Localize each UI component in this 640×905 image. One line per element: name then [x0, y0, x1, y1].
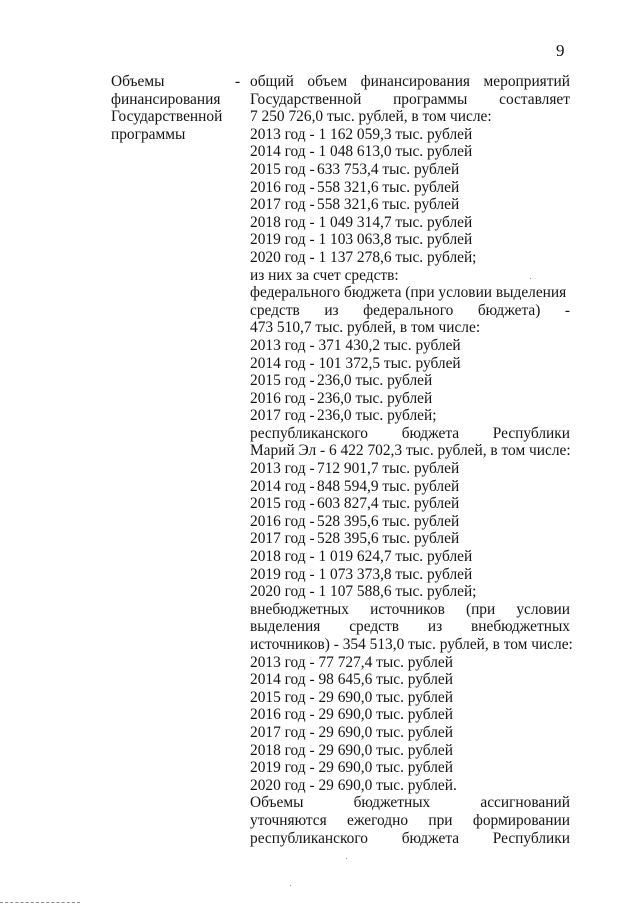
amount-value: 712 901,7 тыс. рублей: [317, 460, 460, 478]
word: формировании: [472, 811, 570, 829]
text-line: [250, 91, 570, 109]
text-line: [250, 513, 570, 531]
word: внебюджетных: [250, 600, 349, 618]
year-label: 2014 год -: [250, 477, 315, 495]
financing-text: [250, 73, 573, 847]
text-line: [250, 530, 570, 548]
text-line: 2019 год - 1 103 063,8 тыс. рублей: [250, 231, 473, 249]
text-line: 2018 год - 1 049 314,7 тыс. рублей: [250, 213, 473, 231]
text-line: [250, 601, 570, 619]
text-line: [250, 179, 570, 197]
year-label: 2017 год -: [250, 407, 315, 425]
text-line: 2014 год - 98 645,6 тыс. рублей: [250, 671, 453, 689]
amount-value: 236,0 тыс. рублей;: [317, 407, 437, 425]
word: бюджета: [401, 424, 460, 442]
year-label: 2017 год -: [250, 530, 315, 548]
amount-value: 558 321,6 тыс. рублей: [317, 178, 460, 196]
amount-value: 848 594,9 тыс. рублей: [317, 477, 460, 495]
word: объем: [307, 73, 348, 90]
page-number: 9: [556, 41, 565, 60]
text-line: федерального бюджета (при условии выделения: [250, 284, 567, 302]
word: внебюджетных: [471, 618, 570, 636]
year-label: 2017 год -: [250, 196, 315, 214]
year-label: 2015 год -: [250, 495, 315, 513]
text-line: [250, 407, 570, 425]
text-line: 2020 год - 1 107 588,6 тыс. рублей;: [250, 583, 477, 601]
word: ассигнований: [480, 794, 570, 812]
text-line: 2018 год - 29 690,0 тыс. рублей: [250, 741, 453, 759]
word: мероприятий: [483, 73, 570, 90]
text-line: 2017 год - 29 690,0 тыс. рублей: [250, 723, 453, 741]
word: республиканского: [250, 829, 368, 847]
year-label: 2015 год -: [250, 160, 315, 178]
text-line: [250, 425, 570, 443]
word: из: [324, 301, 339, 319]
amount-value: 236,0 тыс. рублей: [317, 372, 433, 390]
text-line: из них за счет средств:: [250, 266, 399, 284]
section-label-line: финансирования: [111, 90, 221, 108]
word: Республики: [492, 829, 570, 847]
year-label: 2015 год -: [250, 372, 315, 390]
text-line: 2015 год - 29 690,0 тыс. рублей: [250, 688, 453, 706]
word: выделения: [250, 618, 321, 636]
word: бюджета): [477, 301, 541, 319]
scan-speck: [346, 858, 347, 859]
text-line: [250, 73, 570, 91]
word: из: [427, 618, 443, 636]
amount-value: 633 753,4 тыс. рублей: [317, 160, 460, 178]
word: источников: [370, 600, 445, 618]
word: бюджета: [401, 829, 460, 847]
amount-value: 603 827,4 тыс. рублей: [317, 495, 460, 513]
section-label-line: программы: [111, 125, 186, 143]
text-line: [250, 460, 570, 478]
word: (при: [465, 600, 496, 618]
text-line: [250, 161, 570, 179]
text-line: [250, 618, 570, 636]
text-line: [250, 196, 570, 214]
year-label: 2016 год -: [250, 178, 315, 196]
text-line: источников) - 354 513,0 тыс. рублей, в том числе:: [250, 636, 573, 653]
text-line: 473 510,7 тыс. рублей, в том числе:: [250, 319, 481, 337]
text-line: Марий Эл - 6 422 702,3 тыс. рублей, в том числе:: [250, 442, 571, 460]
word: республиканского: [250, 424, 368, 442]
section-label: [111, 73, 231, 143]
section-label-line: Объемы: [111, 73, 165, 90]
word: программы: [393, 90, 468, 108]
text-line: [250, 495, 570, 513]
word: средств: [250, 301, 300, 319]
word: уточняются: [250, 811, 327, 829]
text-line: 2020 год - 1 137 278,6 тыс. рублей;: [250, 248, 477, 266]
text-line: 2019 год - 1 073 373,8 тыс. рублей: [250, 565, 473, 583]
word: Государственной: [250, 90, 362, 108]
text-line: [250, 390, 570, 408]
section-label-line: Государственной: [111, 108, 223, 126]
amount-value: 528 395,6 тыс. рублей: [317, 530, 460, 548]
scan-speck: [530, 278, 531, 279]
text-line: 7 250 726,0 тыс. рублей, в том числе:: [250, 108, 492, 126]
text-line: [250, 478, 570, 496]
text-line: [250, 302, 570, 320]
word: условии: [516, 600, 570, 618]
text-line: 2013 год - 1 162 059,3 тыс. рублей: [250, 125, 473, 143]
year-label: 2016 год -: [250, 389, 315, 407]
word: ежегодно: [347, 811, 409, 829]
word: при: [428, 811, 453, 829]
footer-rule: [0, 902, 80, 903]
word: Объемы: [250, 794, 304, 812]
scan-speck: [290, 885, 291, 886]
word: бюджетных: [353, 794, 431, 812]
text-line: [250, 812, 570, 830]
word: общий: [250, 73, 294, 90]
amount-value: 528 395,6 тыс. рублей: [317, 512, 460, 530]
text-line: 2013 год - 77 727,4 тыс. рублей: [250, 653, 453, 671]
text-line: [250, 830, 570, 848]
word: Республики: [492, 424, 570, 442]
word: средств: [349, 618, 399, 636]
word: составляет: [499, 90, 570, 108]
text-line: 2014 год - 1 048 613,0 тыс. рублей: [250, 143, 473, 161]
text-line: [250, 794, 570, 812]
separator-dash: -: [235, 73, 241, 90]
amount-value: 236,0 тыс. рублей: [317, 389, 433, 407]
word: -: [564, 301, 570, 319]
text-line: 2014 год - 101 372,5 тыс. рублей: [250, 354, 461, 372]
word: федерального: [363, 301, 454, 319]
text-line: 2018 год - 1 019 624,7 тыс. рублей: [250, 548, 473, 566]
text-line: 2013 год - 371 430,2 тыс. рублей: [250, 336, 461, 354]
text-line: [250, 372, 570, 390]
amount-value: 558 321,6 тыс. рублей: [317, 196, 460, 214]
text-line: 2016 год - 29 690,0 тыс. рублей: [250, 706, 453, 724]
year-label: 2016 год -: [250, 512, 315, 530]
year-label: 2013 год -: [250, 460, 315, 478]
text-line: 2020 год - 29 690,0 тыс. рублей.: [250, 776, 457, 794]
text-line: 2019 год - 29 690,0 тыс. рублей: [250, 759, 453, 777]
word: финансирования: [360, 73, 471, 90]
